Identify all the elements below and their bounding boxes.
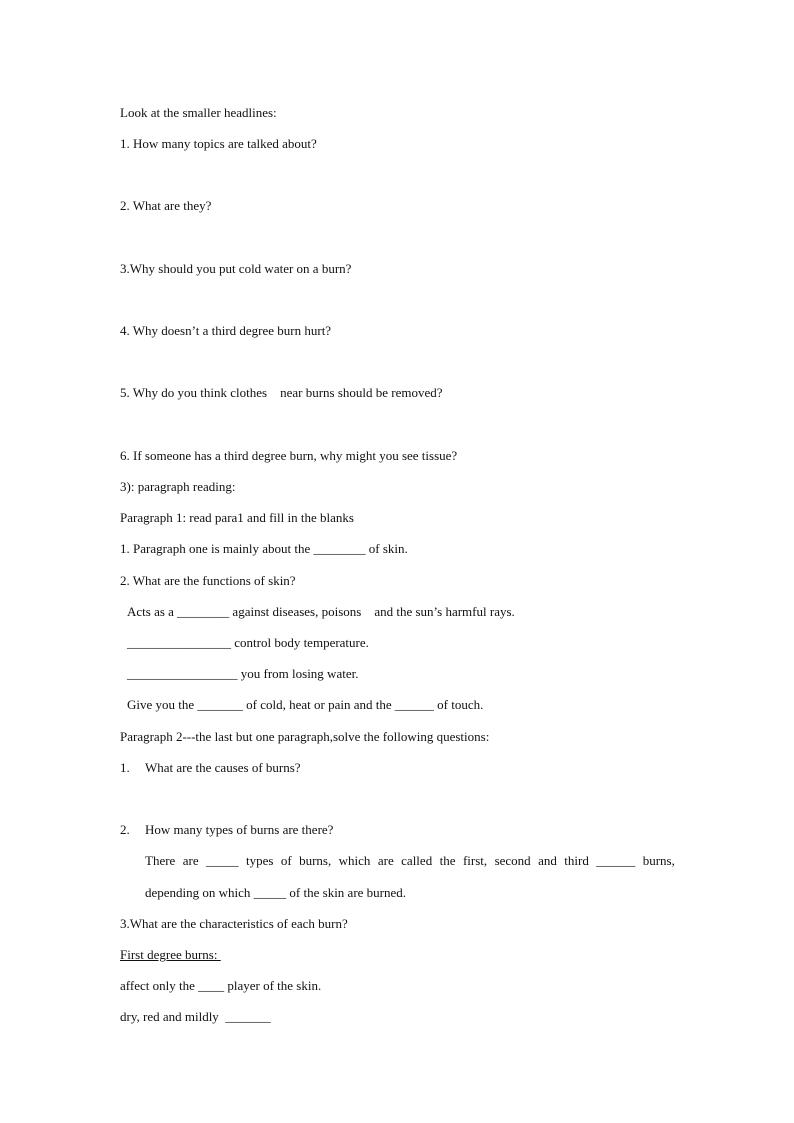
question-1: 1. How many topics are talked about?	[120, 136, 317, 151]
para2-question-1: What are the causes of burns?	[145, 760, 301, 775]
function-3: _________________ you from losing water.	[127, 666, 359, 681]
function-4: Give you the _______ of cold, heat or pain and the ______ of touch.	[127, 697, 484, 712]
para2-question-2: How many types of burns are there?	[145, 822, 334, 837]
blank: _____	[206, 853, 239, 868]
function-1: Acts as a ________ against diseases, poisons and the sun’s harmful rays.	[127, 604, 515, 619]
para2-question-1-number: 1.	[120, 760, 130, 775]
question-3: 3.Why should you put cold water on a burn?	[120, 261, 352, 276]
first-degree-point-1: affect only the ____ player of the skin.	[120, 978, 322, 993]
function-2: ________________ control body temperature.	[127, 635, 369, 650]
paragraph-2-instruction: Paragraph 2---the last but one paragraph,solve the following questions:	[120, 729, 490, 744]
first-degree-point-2: dry, red and mildly _______	[120, 1009, 271, 1024]
paragraph-1-instruction: Paragraph 1: read para1 and fill in the blanks	[120, 510, 354, 525]
burn-types-sentence	[145, 854, 675, 867]
word: burns,	[299, 853, 332, 868]
word: first,	[462, 853, 488, 868]
word: of	[280, 853, 292, 868]
question-6: 6. If someone has a third degree burn, why might you see tissue?	[120, 448, 458, 463]
burn-types-sentence-continued: depending on which _____ of the skin are burned.	[145, 885, 407, 900]
word: are	[377, 853, 394, 868]
para2-question-3: 3.What are the characteristics of each burn?	[120, 916, 348, 931]
section-heading: 3): paragraph reading:	[120, 479, 236, 494]
word: There	[145, 853, 176, 868]
word: third	[564, 853, 589, 868]
word: and	[538, 853, 557, 868]
question-4: 4. Why doesn’t a third degree burn hurt?	[120, 323, 332, 338]
para1-question-1: 1. Paragraph one is mainly about the ________ of skin.	[120, 541, 408, 556]
word: second	[494, 853, 531, 868]
first-degree-heading: First degree burns:	[120, 947, 221, 962]
word: burns,	[642, 853, 675, 868]
word: called	[401, 853, 433, 868]
section-intro: Look at the smaller headlines:	[120, 105, 277, 120]
word: are	[182, 853, 199, 868]
word: which	[338, 853, 371, 868]
para2-question-2-number: 2.	[120, 822, 130, 837]
word: the	[439, 853, 456, 868]
question-2: 2. What are they?	[120, 198, 212, 213]
word: types	[245, 853, 274, 868]
blank: ______	[596, 853, 636, 868]
para1-question-2: 2. What are the functions of skin?	[120, 573, 296, 588]
question-5: 5. Why do you think clothes near burns should be removed?	[120, 385, 443, 400]
